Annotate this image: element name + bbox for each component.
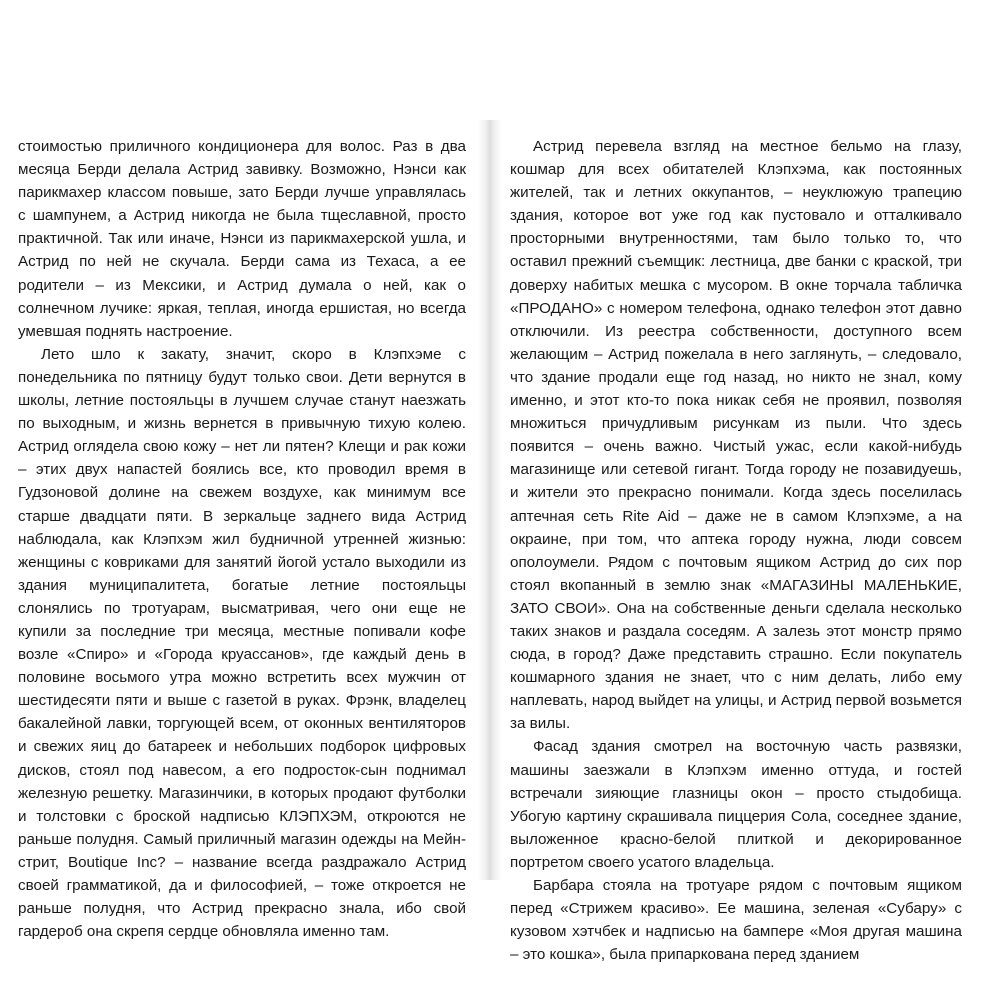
- right-page: [510, 135, 962, 966]
- right-paragraph-1: Астрид перевела взгляд на местное бельмо на глазу, кошмар для всех обитателей Клэпхэма, как постоянных жителей, так и летних оккупантов, – неуклюжую трапецию здания, которое вот уже год как пустовало и отталкивало просторными внутренностями, там было только то, что оставил прежний съемщик: лестница, две банки с краской, три доверху набитых мешка с мусором. В окне торчала табличка «ПРОДАНО» с номером телефона, однако телефон этот давно отключили. Из реестра собственности, доступного всем желающим – Астрид пожелала в него заглянуть, – следовало, что здание продали еще год назад, но никто не знал, кому именно, и этот кто-то пока никак себя не проявил, позволяя множиться причудливым рисункам из пыли. Что здесь появится – очень важно. Чистый ужас, если какой-нибудь магазинище или сетевой гигант. Тогда городу не позавидуешь, и жители это прекрасно понимали. Когда здесь поселилась аптечная сеть Rite Aid – даже не в самом Клэпхэме, а на окраине, при том, что аптека городу нужна, люди совсем ополоумели. Рядом с почтовым ящиком Астрид до сих пор стоял вкопанный в землю знак «МАГАЗИНЫ МАЛЕНЬКИЕ, ЗАТО СВОИ». Она на собственные деньги сделала несколько таких знаков и раздала соседям. А залезь этот монстр прямо сюда, в город? Даже представить страшно. Если покупатель кошмарного здания не знает, что с ним делать, либо ему наплевать, народ выйдет на улицы, и Астрид первой возьмется за вилы.: [510, 138, 962, 733]
- right-paragraph-2: Фасад здания смотрел на восточную часть развязки, машины заезжали в Клэпхэм именно оттуда, и гостей встречали зияющие глазницы окон – просто стыдобища. Убогую картину скрашивала пиццерия Сола, соседнее здание, выложенное красно-белой плиткой и декорированное портретом своего усатого владельца.: [510, 738, 962, 871]
- left-paragraph-2: Лето шло к закату, значит, скоро в Клэпхэме с понедельника по пятницу будут только свои. Дети вернутся в школы, летние постояльцы в лучшем случае станут наезжать по выходным, и жизнь вернется в привычную тихую колею. Астрид оглядела свою кожу – нет ли пятен? Клещи и рак кожи – этих двух напастей боялись все, кто проводил время в Гудзоновой долине на свежем воздухе, как минимум все старше двадцати пяти. В зеркальце заднего вида Астрид наблюдала, как Клэпхэм жил будничной утренней жизнью: женщины с ковриками для занятий йогой устало выходили из здания муниципалитета, богатые летние постояльцы слонялись по тротуарам, высматривая, чего они еще не купили за последние три месяца, местные попивали кофе возле «Спиро» и «Города круассанов», где каждый день в половине восьмого утра можно встретить всех мужчин от шестидесяти пяти и выше с газетой в руках. Фрэнк, владелец бакалейной лавки, торгующей всем, от оконных вентиляторов и свежих яиц до батареек и небольших подборок цифровых дисков, стоял под навесом, а его подросток-сын поднимал железную решетку. Магазинчики, в которых продают футболки и толстовки с броской надписью КЛЭПХЭМ, откроются не раньше полудня. Самый приличный магазин одежды на Мейн-стрит, Boutique Inc? – название всегда раздражало Астрид своей грамматикой, да и философией, – тоже откроется не раньше полудня, что Астрид прекрасно знала, ибо свой гардероб она скрепя сердце обновляла именно там.: [18, 345, 466, 941]
- left-page: [18, 135, 466, 943]
- book-gutter-shadow: [478, 120, 502, 880]
- right-paragraph-3: Барбара стояла на тротуаре рядом с почтовым ящиком перед «Стрижем красиво». Ее машина, зеленая «Субару» с кузовом хэтчбек и надписью на бампере «Моя другая машина – это кошка», была припаркована перед зданием: [510, 877, 962, 964]
- left-paragraph-1: стоимостью приличного кондиционера для волос. Раз в два месяца Берди делала Астрид завивку. Возможно, Нэнси как парикмахер классом повыше, зато Берди лучше управлялась с шампунем, а Астрид никогда не была тщеславной, просто практичной. Так или иначе, Нэнси из парикмахерской ушла, и Астрид по ней не скучала. Берди сама из Техаса, а ее родители – из Мексики, и Астрид думала о ней, как о солнечном лучике: яркая, теплая, иногда ершистая, но всегда умевшая поднять настроение.: [18, 138, 466, 340]
